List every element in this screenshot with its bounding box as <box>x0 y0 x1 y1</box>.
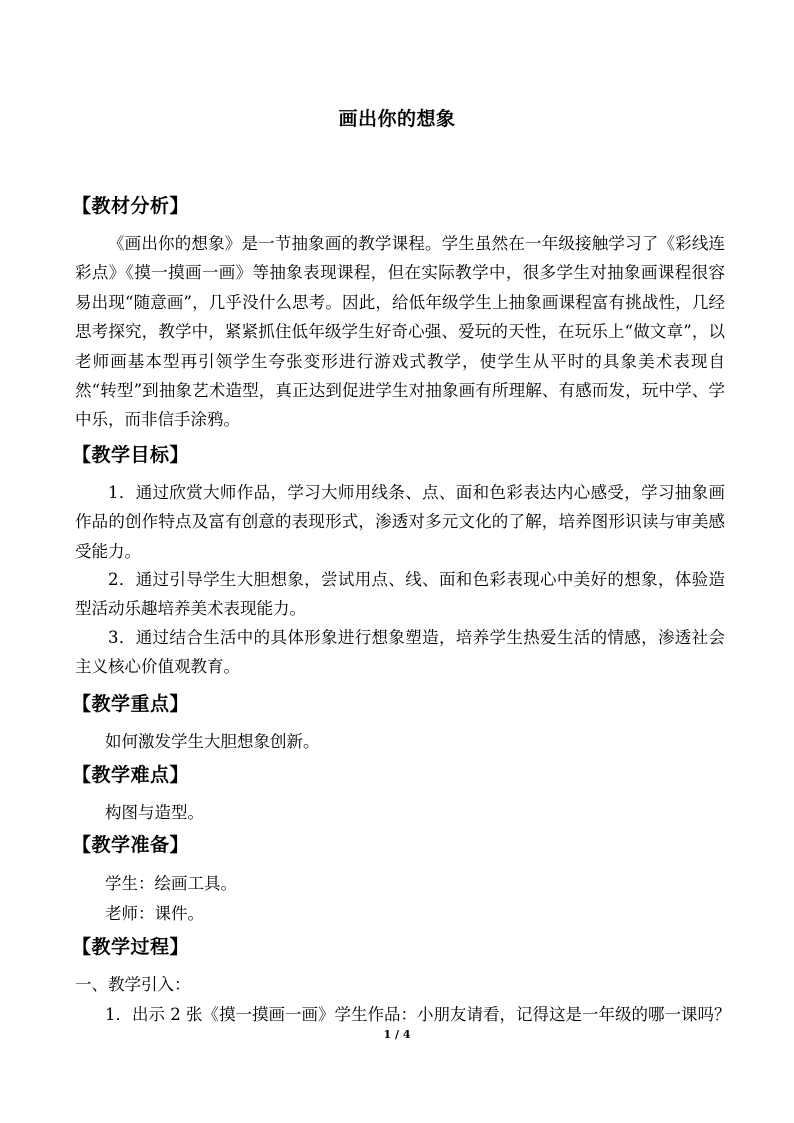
process-step-1-item-1: 1．出示 2 张《摸一摸画一画》学生作品：小朋友请看，记得这是一年级的哪一课吗？ <box>105 1005 731 1024</box>
page-number: 1 / 4 <box>383 1028 411 1041</box>
preparation-student: 学生：绘画工具。 <box>105 874 237 893</box>
heading-process: 【教学过程】 <box>72 936 190 958</box>
goal-item-1: 1．通过欣赏大师作品，学习大师用线条、点、面和色彩表达内心感受，学习抽象画作品的创作特点及富有创意的表现形式，渗透对多元文化的了解，培养图形识读与审美感受能力。 <box>75 483 725 561</box>
heading-goals: 【教学目标】 <box>72 444 190 466</box>
heading-preparation: 【教学准备】 <box>72 834 190 856</box>
difficulty-text: 构图与造型。 <box>105 803 204 822</box>
process-step-1: 一、教学引入： <box>75 975 191 994</box>
heading-difficulty: 【教学难点】 <box>72 764 190 786</box>
key-point-text: 如何激发学生大胆想象创新。 <box>105 732 320 751</box>
heading-key-point: 【教学重点】 <box>72 693 190 715</box>
analysis-paragraph: 《画出你的想象》是一节抽象画的教学课程。学生虽然在一年级接触学习了《彩线连彩点》《摸一摸画一画》等抽象表现课程，但在实际教学中，很多学生对抽象画课程很容易出现“随意画”，几乎没什么思考。因此，给低年级学生上抽象画课程富有挑战性，几经思考探究，教学中，紧紧抓住低年级学生好奇心强、爱玩的天性，在玩乐上“做文章”，以老师画基本型再引领学生夸张变形进行游戏式教学，使学生从平时的具象美术表现自然“转型”到抽象艺术造型，真正达到促进学生对抽象画有所理解、有感而发，玩中学、学中乐，而非信手涂鸦。 <box>75 234 725 430</box>
goal-item-2: 2．通过引导学生大胆想象，尝试用点、线、面和色彩表现心中美好的想象，体验造型活动乐趣培养美术表现能力。 <box>75 570 725 619</box>
document-title: 画出你的想象 <box>338 108 456 130</box>
heading-analysis: 【教材分析】 <box>72 195 190 217</box>
preparation-teacher: 老师：课件。 <box>105 904 204 923</box>
goal-item-3: 3．通过结合生活中的具体形象进行想象塑造，培养学生热爱生活的情感，渗透社会主义核心价值观教育。 <box>75 628 725 677</box>
